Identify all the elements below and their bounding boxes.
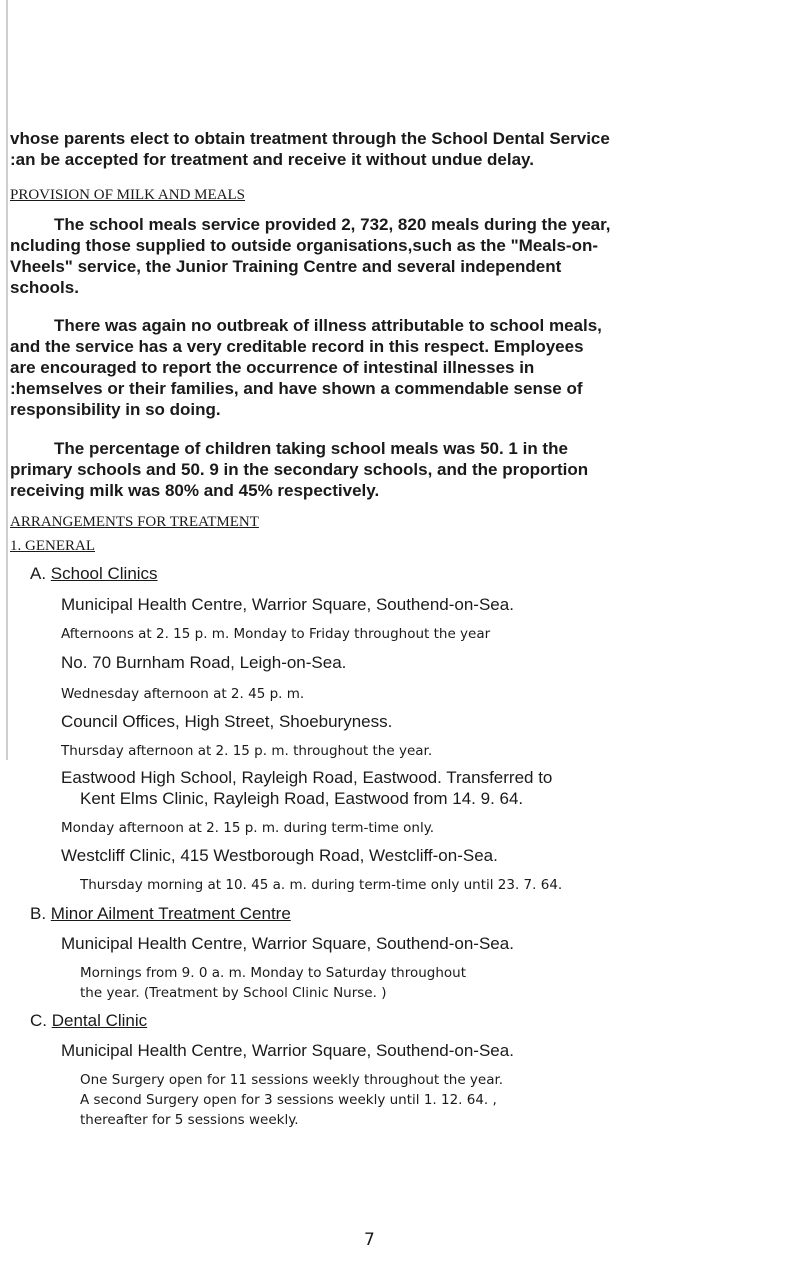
meals-para3-line2: primary schools and 50. 9 in the secondary schools, and the proportion	[10, 460, 589, 479]
subsection-a	[30, 563, 158, 584]
subsection-b-letter: B.	[30, 904, 47, 923]
dental-clinic-line3: thereafter for 5 sessions weekly.	[80, 1112, 299, 1128]
subsection-c-letter: C.	[30, 1011, 47, 1030]
minor-ailment-address: Municipal Health Centre, Warrior Square, Southend-on-Sea.	[61, 934, 514, 953]
binding-edge	[6, 0, 8, 760]
clinic-5-times: Thursday morning at 10. 45 a. m. during term-time only until 23. 7. 64.	[80, 877, 563, 893]
subsection-b-title: Minor Ailment Treatment Centre	[50, 904, 291, 923]
intro-line-2: :an be accepted for treatment and receive it without undue delay.	[10, 150, 534, 169]
clinic-4-times: Monday afternoon at 2. 15 p. m. during term-time only.	[61, 820, 435, 836]
minor-ailment-times-line1: Mornings from 9. 0 a. m. Monday to Saturday throughout	[80, 965, 467, 981]
meals-para2-line2: and the service has a very creditable record in this respect. Employees	[10, 337, 584, 356]
clinic-4-address-line2: Kent Elms Clinic, Rayleigh Road, Eastwood from 14. 9. 64.	[80, 789, 524, 808]
subsection-a-title: School Clinics	[50, 564, 158, 583]
intro-line-1: vhose parents elect to obtain treatment through the School Dental Service	[10, 129, 610, 148]
section-heading-arrangements: ARRANGEMENTS FOR TREATMENT	[10, 514, 259, 530]
dental-clinic-address: Municipal Health Centre, Warrior Square, Southend-on-Sea.	[61, 1041, 514, 1060]
subsection-c	[30, 1010, 147, 1031]
subsection-heading-general: 1. GENERAL	[10, 538, 95, 554]
clinic-3-times: Thursday afternoon at 2. 15 p. m. throughout the year.	[61, 743, 433, 759]
clinic-2-times: Wednesday afternoon at 2. 45 p. m.	[61, 686, 305, 702]
meals-para1-line4: schools.	[10, 278, 79, 297]
subsection-a-letter: A.	[30, 564, 47, 583]
page-number: 7	[364, 1230, 375, 1250]
meals-para1-line1: The school meals service provided 2, 732, 820 meals during the year,	[54, 215, 611, 234]
meals-para2-line1: There was again no outbreak of illness attributable to school meals,	[54, 316, 602, 335]
meals-para2-line5: responsibility in so doing.	[10, 400, 221, 419]
minor-ailment-times-line2: the year. (Treatment by School Clinic Nurse. )	[80, 985, 387, 1001]
dental-clinic-line1: One Surgery open for 11 sessions weekly throughout the year.	[80, 1072, 504, 1088]
subsection-b	[30, 903, 291, 924]
meals-para1-line3: Vheels" service, the Junior Training Centre and several independent	[10, 257, 562, 276]
clinic-1-times: Afternoons at 2. 15 p. m. Monday to Friday throughout the year	[61, 626, 491, 642]
clinic-3-address: Council Offices, High Street, Shoeburyness.	[61, 712, 393, 731]
meals-para3-line1: The percentage of children taking school meals was 50. 1 in the	[54, 439, 568, 458]
meals-para1-line2: ncluding those supplied to outside organisations,such as the "Meals-on-	[10, 236, 599, 255]
clinic-4-address-line1: Eastwood High School, Rayleigh Road, Eastwood. Transferred to	[61, 768, 553, 787]
clinic-1-address: Municipal Health Centre, Warrior Square, Southend-on-Sea.	[61, 595, 514, 614]
clinic-5-address: Westcliff Clinic, 415 Westborough Road, Westcliff-on-Sea.	[61, 846, 498, 865]
meals-para2-line4: :hemselves or their families, and have shown a commendable sense of	[10, 379, 583, 398]
section-heading-milk-meals: PROVISION OF MILK AND MEALS	[10, 187, 246, 203]
subsection-c-title: Dental Clinic	[51, 1011, 148, 1030]
clinic-2-address: No. 70 Burnham Road, Leigh-on-Sea.	[61, 653, 347, 672]
dental-clinic-line2: A second Surgery open for 3 sessions weekly until 1. 12. 64. ,	[80, 1092, 497, 1108]
meals-para3-line3: receiving milk was 80% and 45% respectively.	[10, 481, 380, 500]
meals-para2-line3: are encouraged to report the occurrence of intestinal illnesses in	[10, 358, 535, 377]
